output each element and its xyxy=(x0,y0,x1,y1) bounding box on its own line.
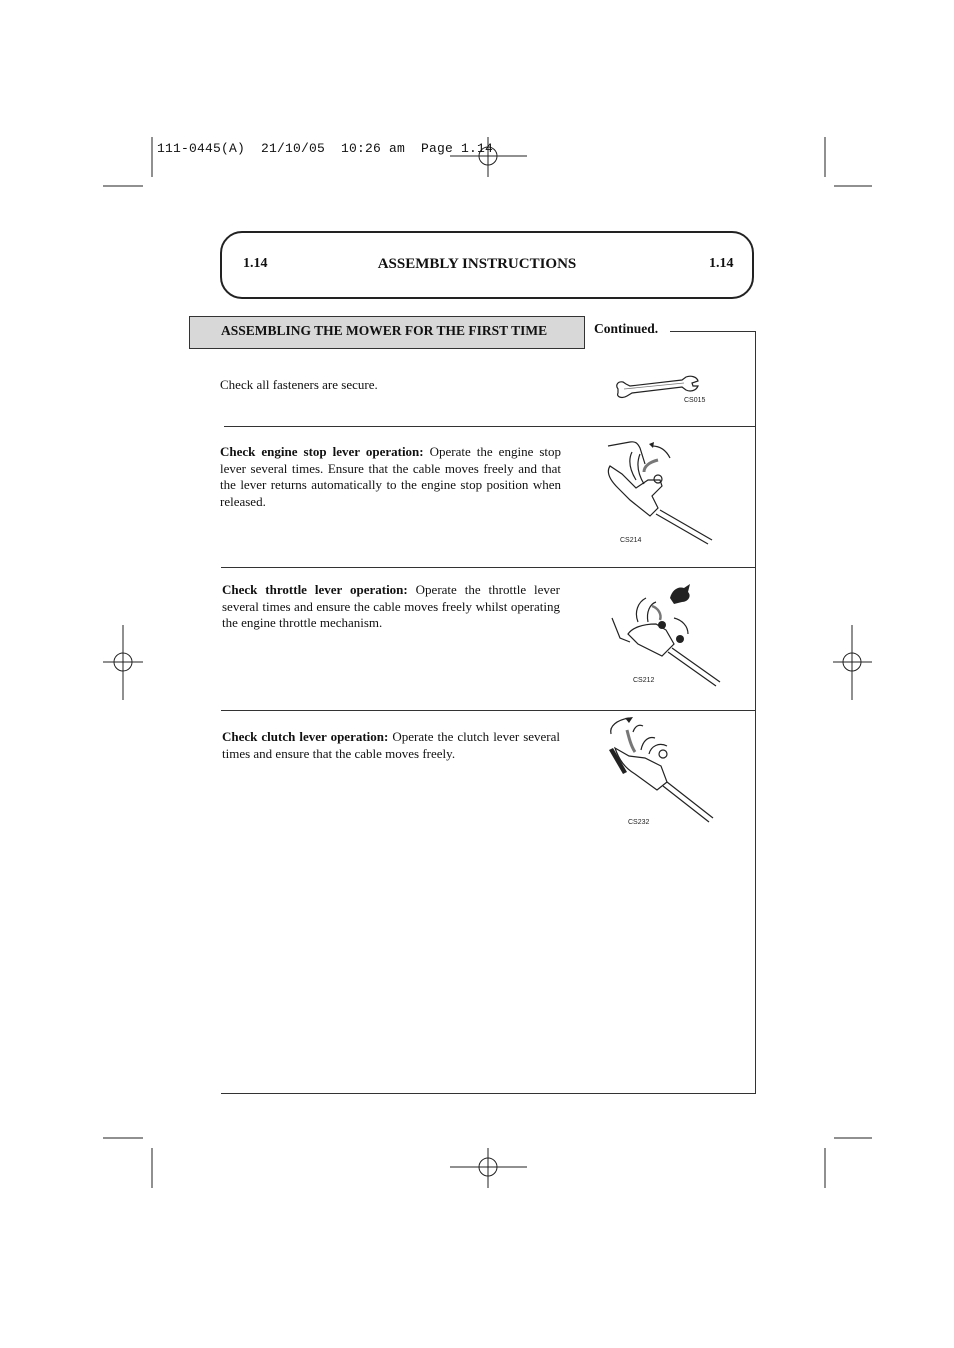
section-number-left: 1.14 xyxy=(243,256,268,271)
step-clutch-text xyxy=(222,729,560,762)
step-fasteners-text: Check all fasteners are secure. xyxy=(220,377,378,392)
step-divider xyxy=(224,426,756,427)
figure-code: CS232 xyxy=(628,819,650,826)
print-slug: 111-0445(A) 21/10/05 10:26 am Page 1.14 xyxy=(157,141,494,156)
figure-code: CS015 xyxy=(684,397,706,404)
step-divider xyxy=(221,567,756,568)
figure-code: CS214 xyxy=(620,537,642,544)
throttle-lever-icon xyxy=(608,578,723,690)
frame-bottom-line xyxy=(221,1093,756,1094)
step-divider xyxy=(221,710,756,711)
step-heading: Check engine stop lever operation: xyxy=(220,444,424,459)
frame-top-line xyxy=(670,331,755,332)
clutch-lever-icon xyxy=(605,716,717,828)
figure-code: CS212 xyxy=(633,677,655,684)
engine-stop-lever-icon xyxy=(600,436,715,548)
section-number-right: 1.14 xyxy=(709,256,734,271)
page-title: ASSEMBLY INSTRUCTIONS xyxy=(377,256,577,272)
step-engine-stop-text xyxy=(220,444,561,510)
step-heading: Check clutch lever operation: xyxy=(222,729,389,744)
step-body: Operate the engine stop lever several times. Ensure that the cable moves freely and that the lever returns automatically to the engine stop position when released. xyxy=(220,444,562,509)
section-title: ASSEMBLING THE MOWER FOR THE FIRST TIME xyxy=(189,316,585,349)
step-body: Operate the throttle lever several times and ensure the cable moves freely whilst operating the engine throttle mechanism. xyxy=(222,582,560,630)
frame-right-line xyxy=(755,331,756,1094)
step-heading: Check throttle lever operation: xyxy=(222,582,408,597)
step-throttle-text xyxy=(222,582,560,632)
step-body: Operate the clutch lever several times and ensure that the cable moves freely. xyxy=(222,729,560,761)
continued-label: Continued. xyxy=(594,321,659,336)
